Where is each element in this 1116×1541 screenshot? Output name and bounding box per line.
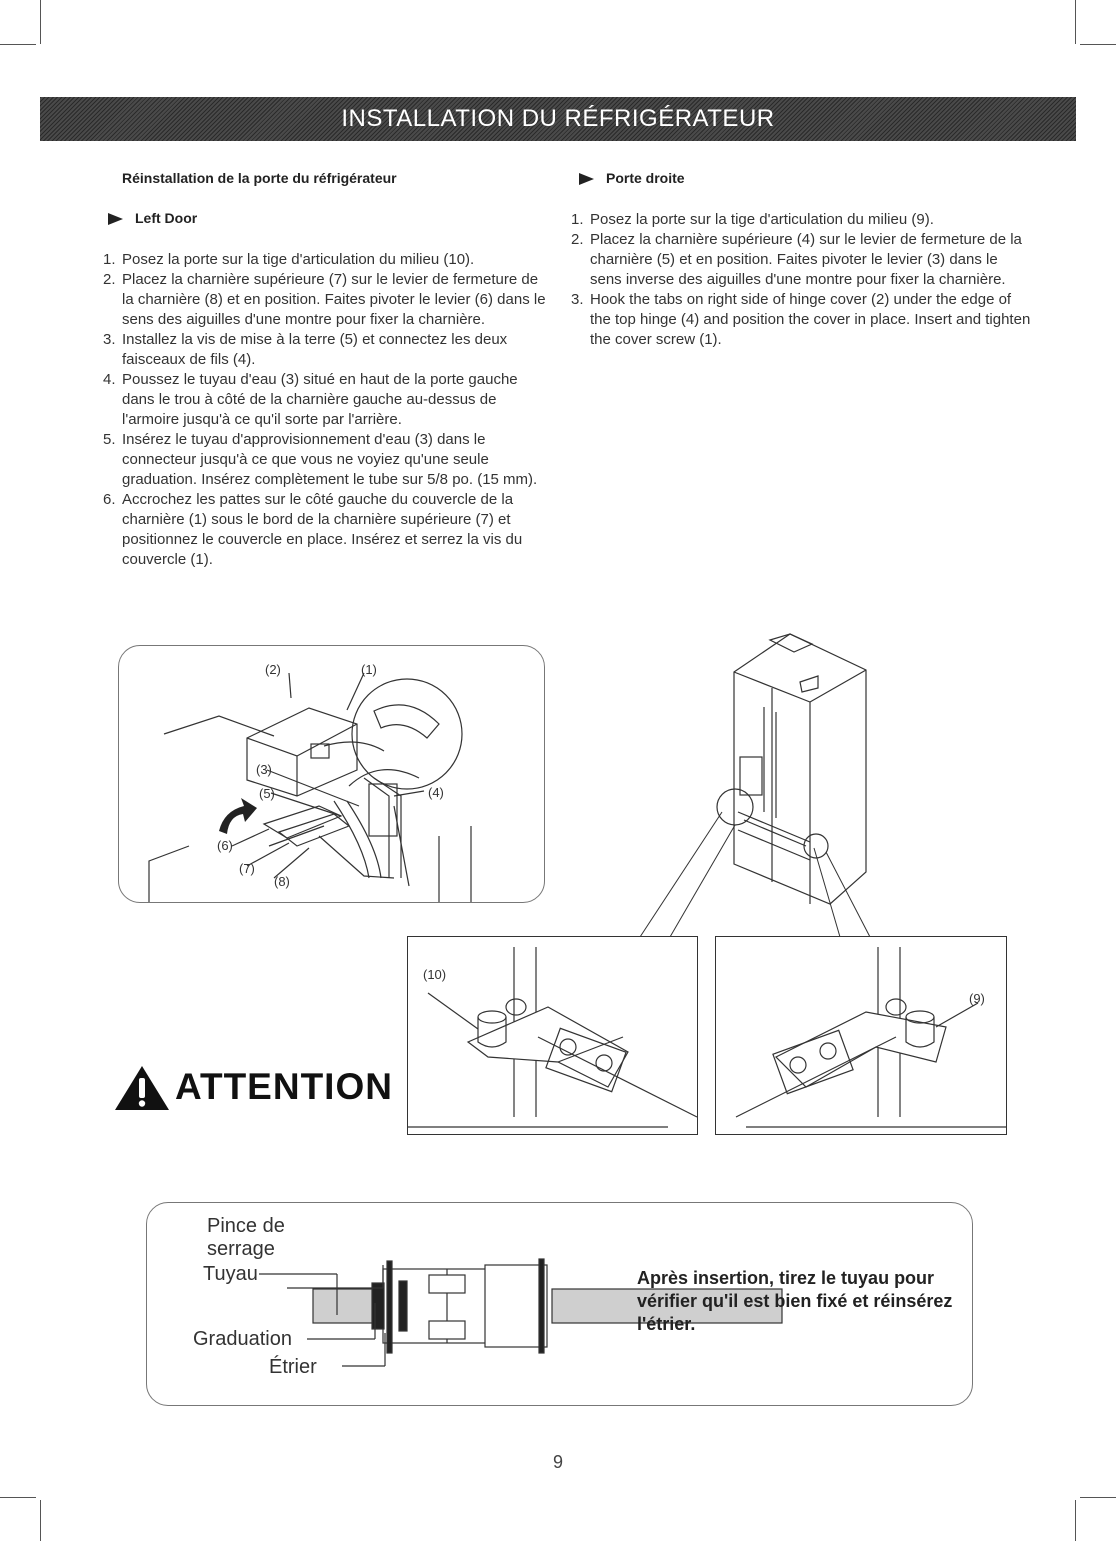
right-door-steps [571,210,1031,350]
tube-label: Tuyau [203,1263,258,1285]
crop-mark [1080,1497,1116,1498]
callout-1: (1) [361,662,377,677]
list-item: 5. Insérez le tuyau d'approvisionnement d'eau (3) dans le connecteur jusqu'à ce que vous ne voyiez qu'une seule graduation. Insérez complètement le tube sur 5/8 po. (15 mm). [103,431,538,488]
crop-mark [0,1497,36,1498]
rotate-clockwise-icon [219,798,257,834]
middle-hinge-pin-right-drawing [716,937,1006,1134]
list-item: 2. Placez la charnière supérieure (7) sur le levier de fermeture de la charnière (8) et en position. Faites pivoter le levier (6) dans le sens des aiguilles d'une montre pour fixer la charnière. [103,271,546,328]
right-door-subheading [579,170,685,186]
clamp-label: Pince de serrage [207,1215,285,1260]
list-item: 2. Placez la charnière supérieure (4) sur le levier de fermeture de la charnière (5) et en position. Faites pivoter le levier (3) dans le sens inverse des aiguilles d'une montre pour fixer la charnière. [571,231,1022,288]
right-door-label: Porte droite [606,170,685,186]
attention-label: ATTENTION [175,1066,393,1107]
callout-6: (6) [217,838,233,853]
crop-mark [1080,44,1116,45]
crop-mark [40,0,41,44]
hinge-assembly-figure [118,645,545,903]
callout-5: (5) [259,786,275,801]
crop-mark [40,1500,41,1541]
crop-mark [1075,1500,1076,1541]
section-banner [40,97,1076,141]
callout-8: (8) [274,874,290,889]
middle-hinge-pin-left-figure [407,936,698,1135]
page-number: 9 [552,1452,563,1472]
hinge-assembly-drawing [119,646,544,902]
callout-2: (2) [265,662,281,677]
section-heading: Réinstallation de la porte du réfrigérateur [122,170,397,186]
middle-hinge-pin-right-figure [715,936,1007,1135]
list-item: 3. Installez la vis de mise à la terre (5) et connectez les deux faisceaux de fils (4). [103,331,508,368]
banner-title: INSTALLATION DU RÉFRIGÉRATEUR [341,105,775,132]
left-door-label: Left Door [135,210,198,226]
arrow-right-icon [579,173,594,185]
warning-icon [114,1064,170,1112]
callout-4: (4) [428,785,444,800]
callout-3: (3) [256,762,272,777]
graduation-label: Graduation [193,1328,292,1350]
collet-label: Étrier [269,1356,317,1378]
list-item: 1. Posez la porte sur la tige d'articulation du milieu (10). [103,251,475,268]
list-item: 6. Accrochez les pattes sur le côté gauche du couvercle de la charnière (1) sous le bord de la charnière supérieure (7) et positionnez le couvercle en place. Insérez et serrez la vis du couvercle (1). [103,491,523,568]
left-door-steps [103,250,551,570]
callout-7: (7) [239,861,255,876]
fitting-note: Après insertion, tirez le tuyau pour vérifier qu'il est bien fixé et réinsérez l'étrier. [637,1268,953,1334]
middle-hinge-pin-left-drawing [408,937,697,1134]
pin-label-9: (9) [969,991,985,1006]
refrigerator-drawing [710,632,896,932]
arrow-right-icon [108,213,123,225]
pin-label-10: (10) [423,967,447,982]
crop-mark [1075,0,1076,44]
list-item: 4. Poussez le tuyau d'eau (3) situé en haut de la porte gauche dans le trou à côté de la charnière gauche au-dessus de l'armoire jusqu'à ce qu'il sorte par l'arrière. [103,371,518,428]
list-item: 3. Hook the tabs on right side of hinge cover (2) under the edge of the top hinge (4) and position the cover in place. Insert and tighten the cover screw (1). [571,291,1031,348]
list-item: 1. Posez la porte sur la tige d'articulation du milieu (9). [571,211,934,228]
left-door-subheading [108,210,197,226]
crop-mark [0,44,36,45]
